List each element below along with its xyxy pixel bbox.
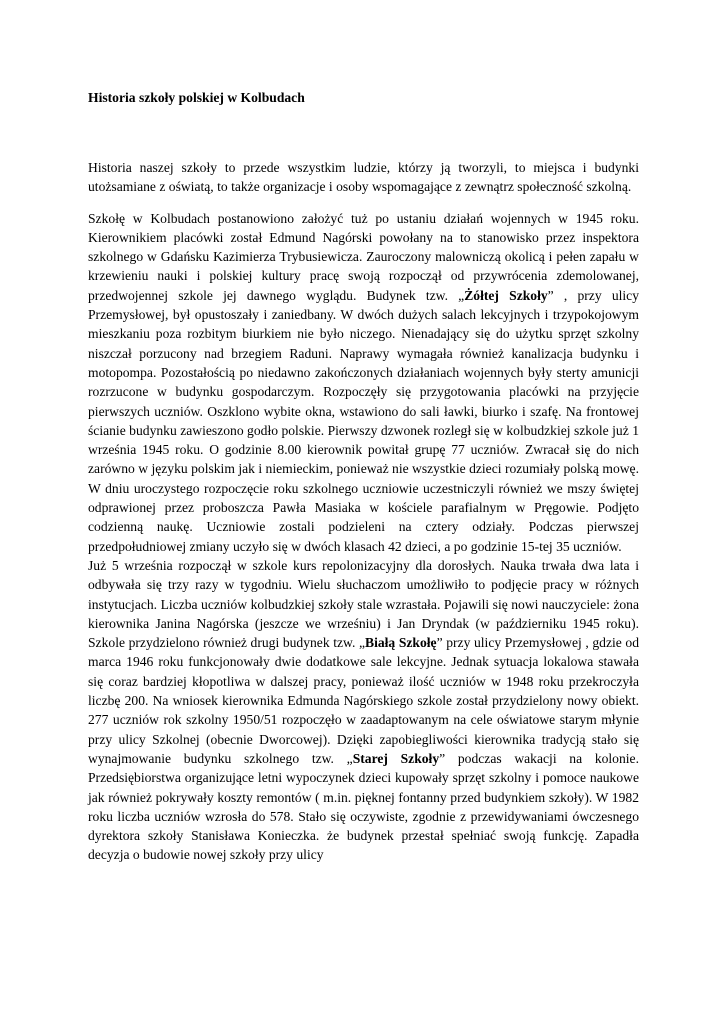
document-title: Historia szkoły polskiej w Kolbudach: [88, 90, 305, 105]
document-page: [88, 88, 639, 865]
bold-term-stara-szkola: Starej Szkoły: [352, 750, 440, 766]
text-run: ” , przy ulicy Przemysłowej, był opustoszały i zaniedbany. W dwóch dużych salach lekcyjnych i trzypokojowym mieszkaniu poza rozbitym biurkiem nie było niczego. Nienadający się do użytku sprzęt szkolny niszczał porzucony nad brzegiem Raduni. Naprawy wymagała również kanalizacja budynku i motopompa. Pozostałością po niedawno zakończonych działaniach wojennych były sterty amunicji rozrzucone w budynku gospodarczym. Rozpoczęły się przygotowania placówki na przyjęcie pierwszych uczniów. Oszklono wybite okna, wstawiono do sali ławki, biurko i szafę. Na frontowej ścianie budynku zawieszono godło polskie. Pierwszy dzwonek rozległ się w kolbudzkiej szkole już 1 września 1945 roku. O godzinie 8.00 kierownik powitał grupę 77 uczniów. Zwracał się do nich zarówno w języku polskim jak i niemieckim, ponieważ nie wszystkie dzieci rozumiały polską mowę. W dniu uroczystego rozpoczęcie roku szkolnego uczniowie uczestniczyli również we mszy świętej odprawionej przez proboszcza Pawła Masiaka w kościele parafialnym w Pręgowie. Podjęto codzienną naukę. Uczniowie zostali podzieleni na cztery odziały. Podczas pierwszej przedpołudniowej zmiany uczyło się w dwóch klasach 42 dzieci, a po godzinie 15-tej 35 uczniów.: [88, 287, 640, 554]
text-run: ” podczas wakacji na kolonie. Przedsiębiorstwa organizujące letni wypoczynek dzieci kupowały sprzęt szkolny i pomoce naukowe jak również pokrywały koszty remontów ( m.in. pięknej fontanny przed budynkiem szkoły). W 1982 roku liczba uczniów wzrosła do 578. Stało się oczywiste, zgodnie z przewidywaniami ówczesnego dyrektora szkoły Stanisława Konieczka. że budynek przestał spełniać swoją funkcję. Zapadła decyzja o budowie nowej szkoły przy ulicy: [88, 750, 639, 863]
document-body: [88, 209, 639, 865]
bold-term-biala-szkola: Białą Szkołę: [365, 635, 437, 651]
text-run: Już 5 września rozpoczął w szkole kurs repolonizacyjny dla dorosłych. Nauka trwała dwa lata i odbywała się trzy razy w tygodniu. Wielu słuchaczom umożliwiło to podjęcie pracy w różnych instytucjach. Liczba uczniów kolbudzkiej szkoły stale wzrastała. Pojawili się nowi nauczyciele: żona kierownika Janina Nagórska (jeszcze we wrześniu) i Jan Dryndak (w październiku 1945 roku). Szkole przydzielono również drugi budynek tzw. „: [88, 557, 639, 651]
bold-term-zolta-szkola: Żółtej Szkoły: [464, 287, 548, 303]
text-run: Szkołę w Kolbudach postanowiono założyć tuż po ustaniu działań wojennych w 1945 roku. Kierownikiem placówki został Edmund Nagórski powołany na to stanowisko przez inspektora szkolnego w Gdańsku Kazimierza Trybusiewicza. Zauroczony malowniczą okolicą i pełen zapału w krzewieniu nauki i polskiej kultury pracę swoją rozpoczął od przywrócenia zdemolowanej, przedwojennej szkole jej dawnego wyglądu. Budynek tzw. „: [88, 210, 639, 303]
intro-paragraph: Historia naszej szkoły to przede wszystkim ludzie, którzy ją tworzyli, to miejsca i budynki utożsamiane z oświatą, to także organizacje i osoby wspomagające z zewnątrz społeczność szkolną.: [88, 160, 639, 195]
text-run: ” przy ulicy Przemysłowej , gdzie od marca 1946 roku funkcjonowały dwie dodatkowe sale lekcyjne. Jednak sytuacja lokalowa stawała się coraz bardziej kłopotliwa w dalszej pracy, ponieważ ilość uczniów w 1948 roku przekroczyła liczbę 200. Na wniosek kierownika Edmunda Nagórskiego szkole został przydzielony nowy obiekt. 277 uczniów rok szkolny 1950/51 rozpoczęło w zaadaptowanym na cele oświatowe starym młynie przy ulicy Szkolnej (obecnie Dworcowej). Dzięki zapobiegliwości kierownika tradycją stało się wynajmowanie budynku szkolnego tzw. „: [88, 635, 639, 766]
paragraph-growth: [88, 556, 639, 865]
paragraph-founding: [88, 209, 639, 556]
